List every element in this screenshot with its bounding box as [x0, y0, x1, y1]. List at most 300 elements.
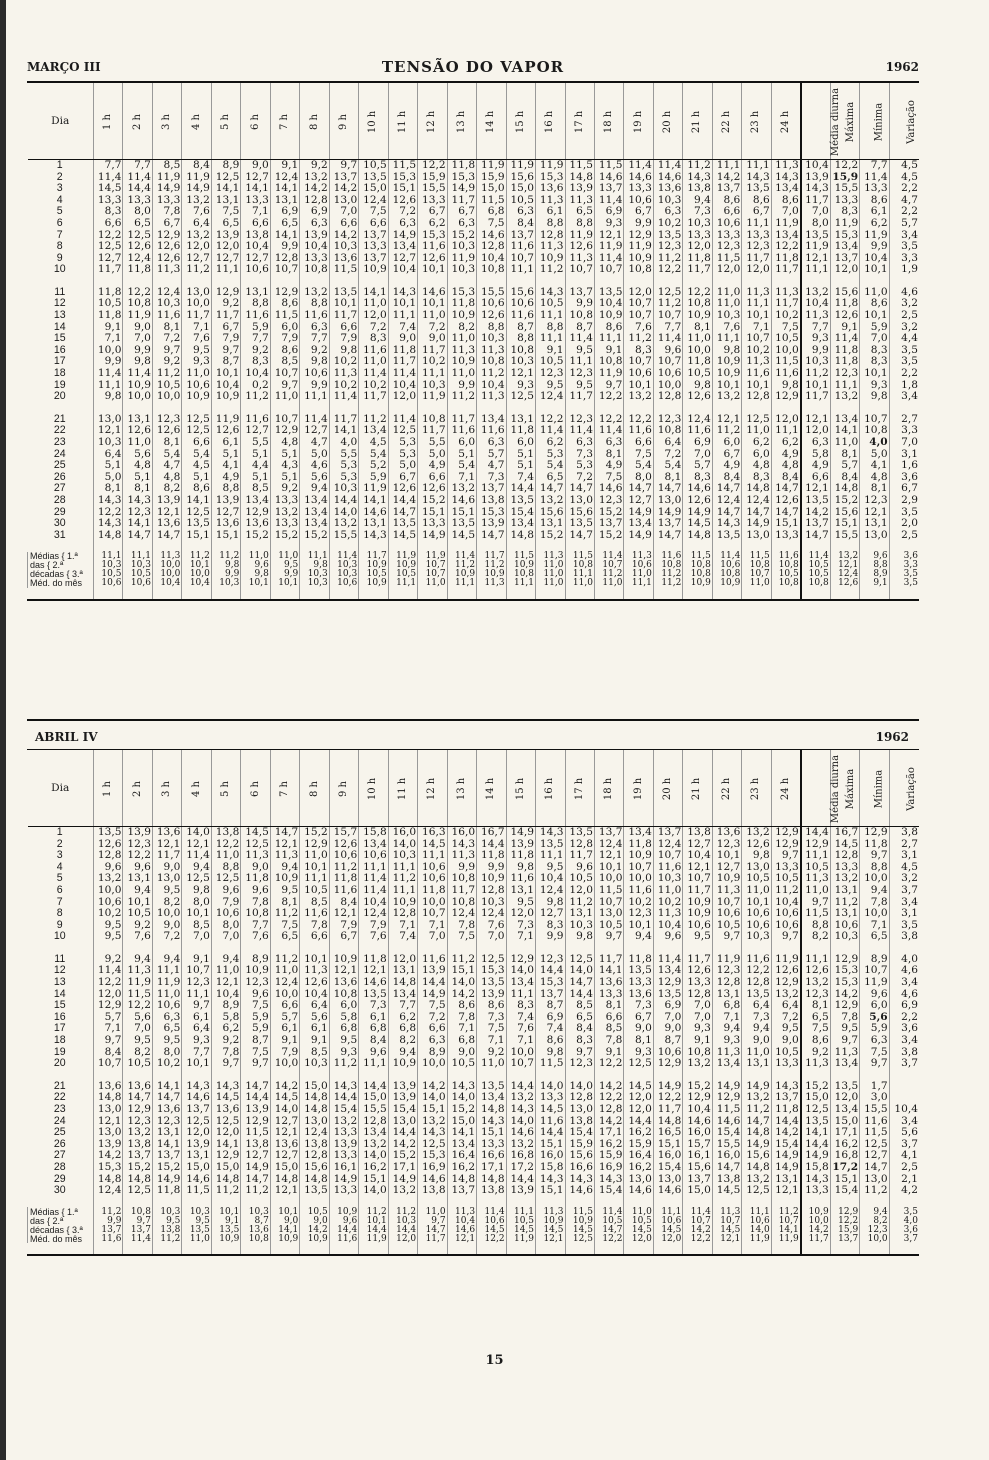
- value-cell: 8,1: [683, 321, 712, 333]
- value-cell: 9,5: [270, 884, 299, 896]
- value-cell: 10,9: [182, 391, 211, 403]
- value-cell: 13,2: [123, 1127, 152, 1139]
- value-cell: 13,4: [300, 518, 329, 530]
- value-cell: 12,6: [388, 483, 417, 495]
- value-cell: 10,9: [477, 873, 506, 885]
- value-cell: 7,6: [712, 321, 741, 333]
- value-cell: 10,9: [329, 953, 358, 965]
- value-cell: 10,4: [536, 873, 565, 885]
- value-cell: 13,6: [624, 988, 653, 1000]
- value-cell: 7,3: [565, 448, 594, 460]
- value-cell: 6,7: [742, 206, 771, 218]
- value-cell: 15,9: [477, 171, 506, 183]
- value-cell: 11,0: [123, 437, 152, 449]
- day-cell: 19: [53, 378, 66, 391]
- value-cell: 7,1: [418, 919, 447, 931]
- value-cell: 14,9: [506, 827, 535, 839]
- summary-value: 13,5: [182, 1225, 211, 1234]
- spacer-cell: [683, 541, 712, 552]
- spacer-cell: [536, 402, 565, 413]
- value-cell: 11,3: [830, 1046, 859, 1058]
- spacer-cell: [624, 1196, 653, 1207]
- summary-value: 10,3: [329, 561, 358, 570]
- summary-value: 9,5: [182, 1216, 211, 1225]
- value-cell: 11,7: [94, 264, 123, 276]
- value-cell: 15,2: [447, 1104, 476, 1116]
- value-cell: 15,8: [536, 1162, 565, 1174]
- value-cell: 10,1: [860, 310, 889, 322]
- value-cell: 10,5: [801, 861, 830, 873]
- value-cell: 11,9: [860, 229, 889, 241]
- value-cell: 12,6: [477, 310, 506, 322]
- value-cell: 9,9: [536, 931, 565, 943]
- value-cell: 12,7: [388, 252, 417, 264]
- column-header-label: 18 h: [603, 110, 615, 133]
- value-cell: 3,8: [889, 827, 919, 839]
- value-cell: 16,2: [594, 1138, 623, 1150]
- summary-row: [28, 1225, 920, 1234]
- value-cell: 3,4: [889, 896, 919, 908]
- value-cell: 9,4: [152, 953, 181, 965]
- value-cell: 14,6: [447, 495, 476, 507]
- summary-value: 10,0: [182, 570, 211, 579]
- value-cell: 12,6: [123, 425, 152, 437]
- value-cell: 8,3: [624, 344, 653, 356]
- value-cell: 4,9: [211, 471, 240, 483]
- table-row: [28, 333, 920, 345]
- value-cell: 12,4: [123, 252, 152, 264]
- value-cell: 10,6: [653, 368, 682, 380]
- column-header-label: 8 h: [308, 780, 320, 797]
- value-cell: 10,9: [270, 873, 299, 885]
- value-cell: 12,7: [683, 838, 712, 850]
- value-cell: 14,8: [742, 1162, 771, 1174]
- table-row: [28, 919, 920, 931]
- value-cell: 12,1: [270, 1185, 299, 1197]
- value-cell: 11,5: [801, 908, 830, 920]
- value-cell: 9,7: [241, 1058, 270, 1070]
- value-cell: 12,8: [388, 908, 417, 920]
- value-cell: 14,1: [182, 495, 211, 507]
- value-cell: 10,6: [683, 919, 712, 931]
- column-header-label: 3 h: [161, 780, 173, 797]
- value-cell: 11,7: [801, 194, 830, 206]
- spacer-cell: [771, 541, 800, 552]
- value-cell: 13,2: [418, 1115, 447, 1127]
- value-cell: 10,8: [241, 908, 270, 920]
- value-cell: 10,3: [565, 919, 594, 931]
- value-cell: 14,6: [418, 1173, 447, 1185]
- value-cell: 9,0: [653, 1023, 682, 1035]
- value-cell: 9,7: [211, 344, 240, 356]
- value-cell: 12,7: [536, 908, 565, 920]
- value-cell: 12,1: [270, 1127, 299, 1139]
- value-cell: 14,3: [477, 1115, 506, 1127]
- spacer-cell: [683, 1243, 712, 1254]
- value-cell: 10,7: [653, 310, 682, 322]
- value-cell: 10,8: [860, 425, 889, 437]
- value-cell: 10,3: [94, 437, 123, 449]
- day-cell: 28: [53, 493, 66, 506]
- value-cell: 7,5: [860, 1046, 889, 1058]
- summary-value: 9,7: [123, 1216, 152, 1225]
- value-cell: 15,2: [388, 1150, 417, 1162]
- spacer-cell: [683, 942, 712, 953]
- value-cell: 11,4: [388, 368, 417, 380]
- value-cell: 11,4: [594, 425, 623, 437]
- table-row: [28, 298, 920, 310]
- value-cell: 10,5: [123, 1058, 152, 1070]
- spacer-cell: [742, 1069, 771, 1080]
- table-row: [28, 495, 920, 507]
- value-cell: 12,7: [712, 861, 741, 873]
- value-cell: 9,5: [536, 379, 565, 391]
- value-cell: 13,1: [270, 194, 299, 206]
- value-cell: 14,4: [329, 1092, 358, 1104]
- value-cell: 15,4: [506, 506, 535, 518]
- value-cell: 9,2: [300, 160, 329, 172]
- value-cell: 9,9: [477, 861, 506, 873]
- value-cell: 14,7: [152, 1092, 181, 1104]
- value-cell: 14,4: [506, 1173, 535, 1185]
- summary-value: 10,9: [300, 1234, 329, 1243]
- value-cell: 7,4: [536, 1023, 565, 1035]
- summary-value: 11,2: [653, 570, 682, 579]
- value-cell: 4,6: [889, 286, 919, 298]
- value-cell: 13,9: [477, 988, 506, 1000]
- table-row: [28, 884, 920, 896]
- value-cell: 12,1: [594, 229, 623, 241]
- value-cell: 6,7: [624, 206, 653, 218]
- value-cell: 6,3: [506, 206, 535, 218]
- value-cell: [860, 437, 889, 449]
- value-cell: 12,9: [94, 1000, 123, 1012]
- spacer-cell: [771, 1069, 800, 1080]
- column-header-label: 5 h: [220, 780, 232, 797]
- spacer-cell: [359, 1196, 388, 1207]
- value-cell: 14,6: [182, 1092, 211, 1104]
- value-cell: 11,3: [536, 194, 565, 206]
- value-cell: 11,7: [742, 252, 771, 264]
- summary-value: 14,5: [624, 1225, 653, 1234]
- value-cell: 11,0: [712, 286, 741, 298]
- value-cell: 10,9: [683, 896, 712, 908]
- table-row: [28, 160, 920, 172]
- day-cell: 31: [53, 528, 66, 541]
- value-cell: 11,0: [477, 1058, 506, 1070]
- value-cell: 9,1: [270, 1035, 299, 1047]
- value-cell: 8,4: [182, 160, 211, 172]
- value-cell: 11,8: [771, 252, 800, 264]
- spacer-cell: [653, 541, 682, 552]
- value-cell: 13,4: [359, 425, 388, 437]
- value-cell: 10,1: [860, 264, 889, 276]
- summary-value: 11,2: [359, 1207, 388, 1216]
- value-cell: 10,2: [742, 344, 771, 356]
- value-cell: 12,6: [152, 252, 181, 264]
- value-cell: 14,0: [270, 1104, 299, 1116]
- value-cell: 12,2: [94, 977, 123, 989]
- spacer-cell: [860, 275, 889, 286]
- column-header: [241, 750, 270, 827]
- value-cell: 12,5: [653, 286, 682, 298]
- value-cell: 7,0: [683, 448, 712, 460]
- spacer-cell: [182, 275, 211, 286]
- value-cell: 11,6: [300, 908, 329, 920]
- summary-value: 11,0: [182, 1234, 211, 1243]
- value-cell: 14,0: [182, 827, 211, 839]
- value-cell: 13,3: [801, 1185, 830, 1197]
- value-cell: 15,1: [182, 529, 211, 541]
- value-cell: 12,2: [418, 160, 447, 172]
- table-row: [28, 194, 920, 206]
- spacer-cell: [300, 1069, 329, 1080]
- value-cell: 11,2: [182, 264, 211, 276]
- value-cell: 11,8: [94, 310, 123, 322]
- spacer-cell: [771, 1196, 800, 1207]
- spacer-cell: [418, 1196, 447, 1207]
- value-cell: 15,5: [830, 183, 859, 195]
- value-cell: 14,7: [565, 529, 594, 541]
- value-cell: 12,9: [123, 1104, 152, 1116]
- april-section-label: ABRIL IV: [35, 730, 98, 744]
- summary-value: 8,7: [241, 1216, 270, 1225]
- value-cell: 14,6: [182, 1173, 211, 1185]
- value-cell: 12,1: [359, 965, 388, 977]
- table-row: [28, 379, 920, 391]
- spacer-cell: [771, 588, 800, 599]
- day-cell: 7: [56, 228, 63, 241]
- value-cell: 9,8: [182, 884, 211, 896]
- value-cell: 11,0: [830, 437, 859, 449]
- value-cell: 12,6: [388, 194, 417, 206]
- value-cell: 11,6: [477, 425, 506, 437]
- value-cell: 9,7: [771, 931, 800, 943]
- value-cell: 13,0: [388, 1115, 417, 1127]
- value-cell: 14,6: [653, 1185, 682, 1197]
- value-cell: 7,5: [771, 321, 800, 333]
- value-cell: 6,7: [447, 206, 476, 218]
- value-cell: 8,3: [94, 206, 123, 218]
- value-cell: 14,7: [565, 977, 594, 989]
- value-cell: 15,2: [418, 495, 447, 507]
- value-cell: 13,9: [506, 838, 535, 850]
- value-cell: 11,8: [506, 425, 535, 437]
- spacer-cell: [211, 1243, 240, 1254]
- column-header-label: 17 h: [573, 110, 585, 133]
- value-cell: 15,3: [418, 229, 447, 241]
- spacer-cell: [329, 275, 358, 286]
- value-cell: 10,3: [653, 873, 682, 885]
- day-cell: 25: [53, 1126, 66, 1139]
- value-cell: 7,8: [447, 1011, 476, 1023]
- column-header-label: Máxima: [844, 101, 856, 142]
- table-row: [28, 483, 920, 495]
- value-cell: 6,6: [594, 1011, 623, 1023]
- value-cell: 12,4: [300, 1127, 329, 1139]
- summary-value: 11,0: [418, 579, 447, 588]
- value-cell: 13,7: [536, 988, 565, 1000]
- value-cell: 9,1: [683, 1035, 712, 1047]
- value-cell: 11,0: [270, 391, 299, 403]
- value-cell: 9,0: [241, 160, 270, 172]
- value-cell: 12,9: [771, 838, 800, 850]
- value-cell: 13,9: [94, 1138, 123, 1150]
- value-cell: 15,2: [801, 1080, 830, 1092]
- value-cell: 14,9: [653, 1080, 682, 1092]
- value-cell: 14,3: [801, 1173, 830, 1185]
- value-cell: 6,9: [594, 206, 623, 218]
- value-cell: 6,3: [565, 437, 594, 449]
- value-cell: 13,1: [742, 1058, 771, 1070]
- value-cell: 14,3: [565, 1173, 594, 1185]
- spacer-cell: [742, 402, 771, 413]
- spacer-cell: [270, 942, 299, 953]
- spacer-cell: [270, 541, 299, 552]
- value-cell: 11,9: [477, 160, 506, 172]
- column-header: [152, 750, 181, 827]
- value-cell: 13,1: [830, 908, 859, 920]
- value-cell: 10,0: [506, 1046, 535, 1058]
- value-cell: 14,5: [536, 1104, 565, 1116]
- column-header-label: 20 h: [662, 777, 674, 800]
- value-cell: 5,7: [477, 448, 506, 460]
- value-cell: 15,4: [712, 1127, 741, 1139]
- value-cell: 10,6: [418, 861, 447, 873]
- value-cell: 14,1: [359, 286, 388, 298]
- spacer-cell: [653, 402, 682, 413]
- value-cell: 8,1: [830, 448, 859, 460]
- value-cell: 12,9: [241, 1115, 270, 1127]
- spacer-cell: [329, 1196, 358, 1207]
- value-cell: 11,8: [830, 356, 859, 368]
- value-cell: 10,3: [477, 333, 506, 345]
- value-cell: 11,3: [771, 160, 800, 172]
- value-cell: 13,4: [624, 827, 653, 839]
- value-cell: 8,3: [241, 356, 270, 368]
- value-cell: 11,7: [683, 264, 712, 276]
- value-cell: 12,1: [94, 425, 123, 437]
- value-cell: 9,3: [712, 1035, 741, 1047]
- value-cell: 13,8: [683, 827, 712, 839]
- value-cell: 10,5: [771, 1046, 800, 1058]
- value-cell: 12,1: [801, 413, 830, 425]
- summary-value: 11,3: [712, 1207, 741, 1216]
- table-row: [28, 206, 920, 218]
- value-cell: 3,1: [889, 850, 919, 862]
- value-cell: 13,0: [860, 529, 889, 541]
- value-cell: 9,7: [860, 850, 889, 862]
- spacer-cell: [211, 1069, 240, 1080]
- value-cell: 12,4: [742, 495, 771, 507]
- value-cell: 11,4: [565, 425, 594, 437]
- value-cell: 12,8: [565, 838, 594, 850]
- summary-value: 14,5: [536, 1225, 565, 1234]
- summary-value: 10,6: [624, 561, 653, 570]
- value-cell: 8,5: [152, 160, 181, 172]
- value-cell: 7,5: [359, 206, 388, 218]
- value-cell: 10,9: [388, 896, 417, 908]
- value-cell: 9,7: [860, 1058, 889, 1070]
- value-cell: 14,6: [594, 483, 623, 495]
- summary-value: 14,4: [329, 1225, 358, 1234]
- summary-value: 10,8: [801, 579, 830, 588]
- spacer-cell: [359, 942, 388, 953]
- value-cell: 11,3: [447, 850, 476, 862]
- value-cell: 12,8: [300, 194, 329, 206]
- value-cell: 14,1: [801, 1127, 830, 1139]
- value-cell: 13,6: [653, 183, 682, 195]
- summary-value: 11,3: [536, 1207, 565, 1216]
- value-cell: 14,7: [123, 1092, 152, 1104]
- value-cell: 7,9: [359, 919, 388, 931]
- summary-value: 14,6: [447, 1225, 476, 1234]
- value-cell: 13,2: [830, 391, 859, 403]
- value-cell: 12,4: [712, 495, 741, 507]
- table-row: [28, 873, 920, 885]
- value-cell: 10,6: [653, 1046, 682, 1058]
- value-cell: 10,1: [712, 850, 741, 862]
- value-cell: 13,5: [801, 229, 830, 241]
- column-header: [771, 83, 800, 160]
- column-header-label: 1 h: [102, 113, 114, 130]
- day-cell: 12: [53, 964, 66, 977]
- spacer-cell: [624, 1243, 653, 1254]
- summary-value: 11,4: [594, 1207, 623, 1216]
- value-cell: 8,7: [506, 321, 535, 333]
- value-cell: 6,2: [771, 437, 800, 449]
- summary-value: 11,6: [653, 552, 682, 561]
- value-cell: 12,0: [182, 241, 211, 253]
- day-cell: 30: [53, 517, 66, 530]
- summary-value: 10,5: [94, 570, 123, 579]
- value-cell: 11,1: [359, 1058, 388, 1070]
- value-cell: 12,3: [565, 368, 594, 380]
- spacer-cell: [123, 588, 152, 599]
- spacer-cell: [123, 402, 152, 413]
- value-cell: 11,7: [683, 953, 712, 965]
- value-cell: 15,6: [683, 1162, 712, 1174]
- summary-value: 10,3: [329, 570, 358, 579]
- value-cell: 6,9: [300, 206, 329, 218]
- value-cell: 14,8: [447, 1173, 476, 1185]
- value-cell: 6,6: [712, 206, 741, 218]
- spacer-cell: [565, 1243, 594, 1254]
- table-row: [28, 448, 920, 460]
- spacer-cell: [329, 1069, 358, 1080]
- column-header: [801, 750, 841, 827]
- value-cell: 7,6: [477, 919, 506, 931]
- spacer-cell: [889, 275, 919, 286]
- summary-value: 10,6: [742, 1216, 771, 1225]
- value-cell: 14,0: [565, 965, 594, 977]
- value-cell: 11,0: [683, 333, 712, 345]
- summary-value: 11,0: [742, 579, 771, 588]
- value-cell: 8,9: [860, 953, 889, 965]
- value-cell: 10,7: [270, 264, 299, 276]
- value-cell: 13,8: [712, 1173, 741, 1185]
- value-cell: 11,0: [447, 368, 476, 380]
- value-cell: 12,0: [683, 241, 712, 253]
- value-cell: 14,2: [447, 988, 476, 1000]
- value-cell: 8,8: [241, 298, 270, 310]
- summary-value: 10,3: [388, 1216, 417, 1225]
- spacer-cell: [211, 1196, 240, 1207]
- value-cell: 12,9: [506, 953, 535, 965]
- value-cell: 15,9: [624, 1138, 653, 1150]
- column-header: [889, 750, 919, 827]
- value-cell: 13,9: [300, 229, 329, 241]
